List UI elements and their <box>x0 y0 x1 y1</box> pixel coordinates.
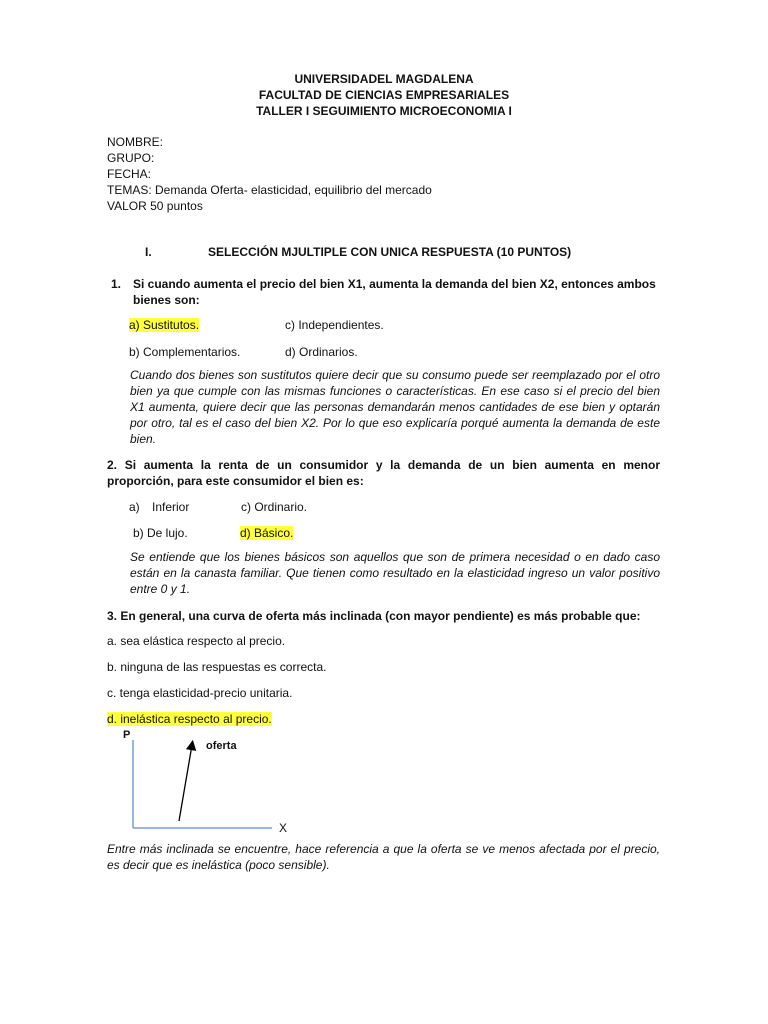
q1-explanation: Cuando dos bienes son sustitutos quiere decir que su consumo puede ser reemplazado por el otro bien ya que cumple con las mismas funciones o características. En ese caso si el precio del bien X1 aumenta, quiere decir que las personas demandarán menos cantidades de ese bien y optarán por otro, tal es el caso del bien X2. Por lo que eso explicaría porqué aumenta la demanda de este bien. <box>130 368 660 446</box>
q1-option-b: b) Complementarios. <box>129 345 241 359</box>
field-valor: VALOR 50 puntos <box>107 199 203 213</box>
graph-y-label: P <box>123 729 131 741</box>
q2-option-d <box>240 526 293 540</box>
q1-option-c: c) Independientes. <box>285 318 384 332</box>
q3-text: 3. En general, una curva de oferta más inclinada (con mayor pendiente) es más probable que: <box>107 609 641 623</box>
q3-option-d <box>107 712 272 726</box>
q3-option-a: a. sea elástica respecto al precio. <box>107 634 286 648</box>
q2-option-b: b) De lujo. <box>133 526 188 540</box>
header-workshop: TALLER I SEGUIMIENTO MICROECONOMIA I <box>256 104 512 118</box>
field-nombre: NOMBRE: <box>107 135 164 149</box>
q1-option-d: d) Ordinarios. <box>285 345 358 359</box>
graph-curve-label: oferta <box>206 740 237 752</box>
q3-option-b: b. ninguna de las respuestas es correcta. <box>107 660 327 674</box>
temas-label: TEMAS <box>107 183 149 197</box>
q2-option-c: c) Ordinario. <box>241 500 308 514</box>
q1-number: 1. <box>111 277 122 291</box>
q1-text-line2: bienes son: <box>133 293 200 307</box>
q2-text: 2. Si aumenta la renta de un consumidor y la demanda de un bien aumenta en menor proporción, para este consumidor el bien es: <box>107 458 660 488</box>
q3-answer-highlight: d. inelástica respecto al precio. <box>107 712 272 726</box>
header-university: UNIVERSIDADEL MAGDALENA <box>294 72 474 86</box>
q2-option-a-letter: a) <box>129 500 140 514</box>
supply-curve-arrow <box>179 745 192 821</box>
q1-answer-highlight: a) Sustitutos. <box>129 318 200 332</box>
q3-option-c: c. tenga elasticidad-precio unitaria. <box>107 686 293 700</box>
header-faculty: FACULTAD DE CIENCIAS EMPRESARIALES <box>258 88 510 102</box>
graph-x-label: X <box>279 821 288 835</box>
q2-answer-highlight: d) Básico. <box>240 526 294 540</box>
q2-explanation: Se entiende que los bienes básicos son aquellos que son de primera necesidad o en dado caso están en la canasta familiar. Que tienen como resultado en la elasticidad ingreso un valor positivo entre 0 y 1. <box>130 550 660 596</box>
temas-value: : Demanda Oferta- elasticidad, equilibrio del mercado <box>148 183 432 197</box>
field-fecha: FECHA: <box>107 167 152 181</box>
q2-option-a-text: Inferior <box>152 500 190 514</box>
q3-explanation: Entre más inclinada se encuentre, hace referencia a que la oferta se ve menos afectada por el precio, es decir que es inelástica (poco sensible). <box>107 842 660 872</box>
field-temas <box>107 183 432 197</box>
section-title: SELECCIÓN MJULTIPLE CON UNICA RESPUESTA (10 PUNTOS) <box>208 245 572 259</box>
q1-option-a <box>129 318 199 332</box>
q1-text-line1: Si cuando aumenta el precio del bien X1, aumenta la demanda del bien X2, entonces ambos <box>133 277 656 291</box>
field-grupo: GRUPO: <box>107 151 155 165</box>
section-number: I. <box>145 245 152 259</box>
